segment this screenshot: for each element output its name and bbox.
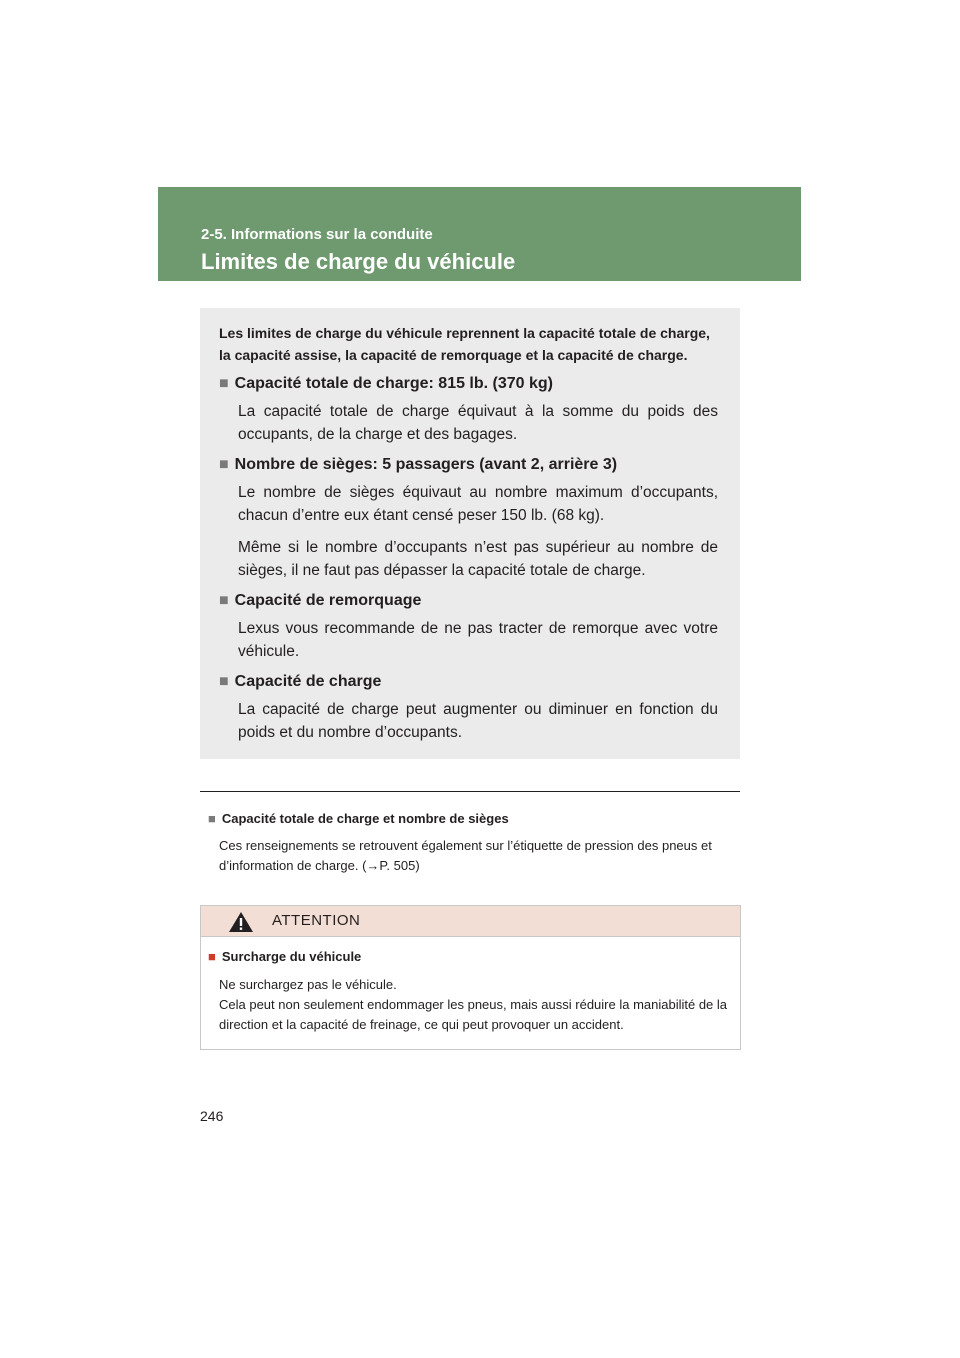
attention-heading: ■ Surcharge du véhicule xyxy=(208,949,362,964)
section-label: 2-5. Informations sur la conduite xyxy=(201,226,433,243)
warning-icon xyxy=(228,911,254,933)
intro-text: Les limites de charge du véhicule reprennent la capacité totale de charge, la capacité assise, la capacité de remorquage et la capacité de charge. xyxy=(219,325,710,363)
item-heading-cargo: ■ Capacité de charge xyxy=(219,673,382,690)
square-bullet-icon: ■ xyxy=(219,673,229,690)
item-text: La capacité de charge peut augmenter ou diminuer en fonction du poids et du nombre d’occupants. xyxy=(238,701,718,741)
square-bullet-icon: ■ xyxy=(219,592,229,609)
item-heading-seats: ■ Nombre de sièges: 5 passagers (avant 2, arrière 3) xyxy=(219,456,618,473)
note-text: Ces renseignements se retrouvent également sur l’étiquette de pression des pneus et d’information de charge. (→P. 505) xyxy=(219,838,712,873)
item-text: Même si le nombre d’occupants n’est pas supérieur au nombre de sièges, il ne faut pas dépasser la capacité totale de charge. xyxy=(238,539,718,579)
page-title: Limites de charge du véhicule xyxy=(201,249,516,274)
attention-label: ATTENTION xyxy=(272,912,361,929)
square-bullet-icon: ■ xyxy=(219,375,229,392)
divider xyxy=(200,791,740,792)
item-text: Lexus vous recommande de ne pas tracter de remorque avec votre véhicule. xyxy=(238,620,718,660)
item-text: La capacité totale de charge équivaut à la somme du poids des occupants, de la charge et des bagages. xyxy=(238,403,718,443)
square-bullet-icon: ■ xyxy=(208,949,216,964)
attention-header xyxy=(201,906,740,937)
attention-text xyxy=(219,975,739,1035)
item-heading-towing: ■ Capacité de remorquage xyxy=(219,592,422,609)
section-header xyxy=(158,187,801,281)
item-heading-total-capacity: ■ Capacité totale de charge: 815 lb. (370 kg) xyxy=(219,375,554,392)
square-bullet-icon: ■ xyxy=(208,811,216,826)
attention-box xyxy=(200,905,741,1050)
attention-line: Ne surchargez pas le véhicule. xyxy=(219,977,397,992)
square-bullet-icon: ■ xyxy=(219,456,229,473)
attention-line: Cela peut non seulement endommager les pneus, mais aussi réduire la maniabilité de la direction et la capacité de freinage, ce qui peut provoquer un accident. xyxy=(219,997,728,1032)
page-number: 246 xyxy=(200,1108,224,1124)
note-heading: ■ Capacité totale de charge et nombre de sièges xyxy=(208,811,509,826)
item-text: Le nombre de sièges équivaut au nombre maximum d’occupants, chacun d’entre eux étant censé peser 150 lb. (68 kg). xyxy=(238,484,718,524)
